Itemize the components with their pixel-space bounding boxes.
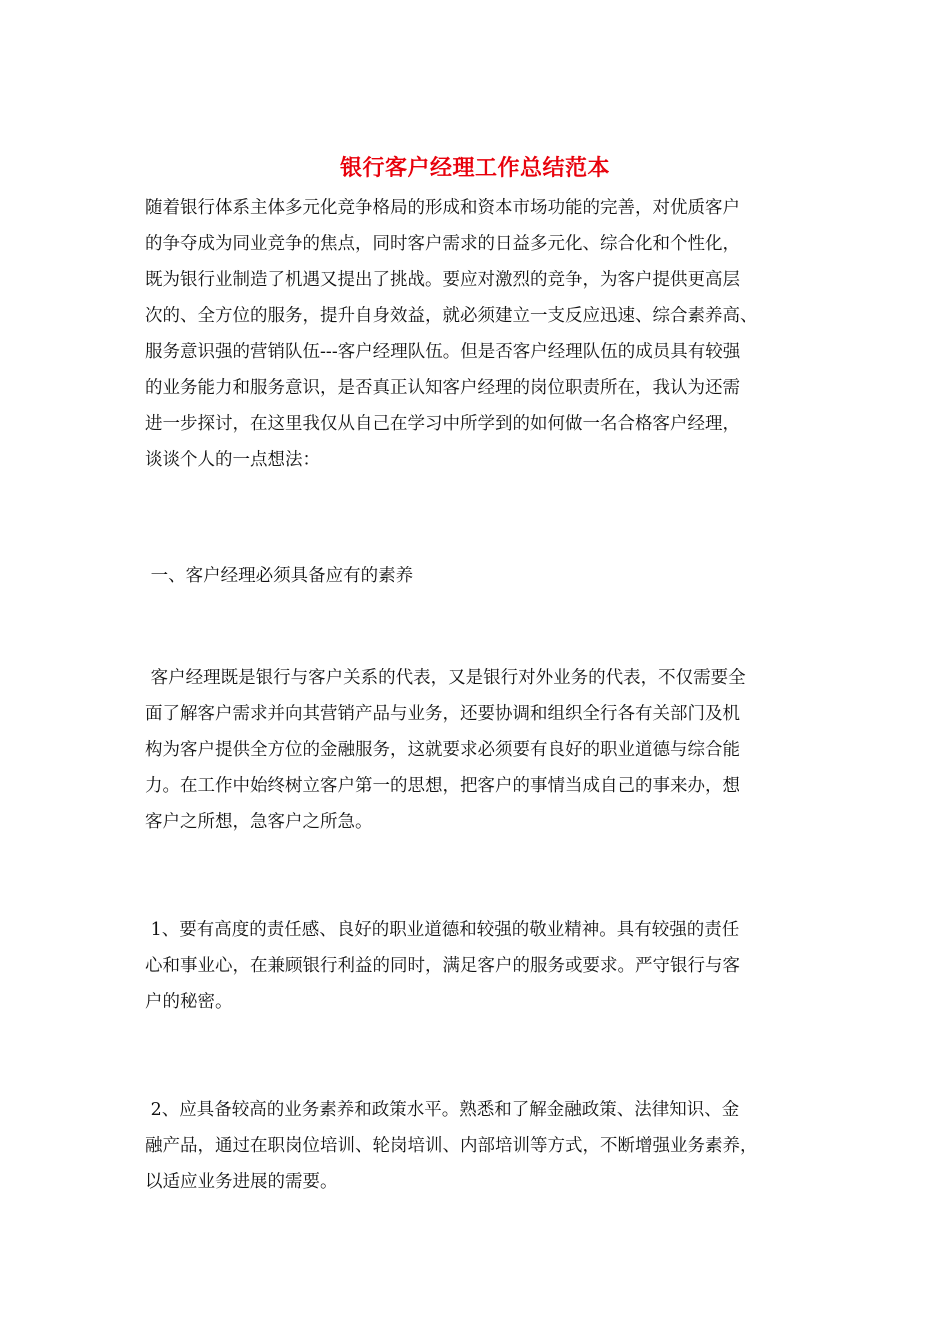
list-item-1: 1、要有高度的责任感、良好的职业道德和较强的敬业精神。具有较强的责任 心和事业心，在兼顾银行利益的同时，满足客户的服务或要求。严守银行与客 户的秘密。 <box>145 920 740 1012</box>
intro-paragraph: 随着银行体系主体多元化竞争格局的形成和资本市场功能的完善，对优质客户 的争夺成为同业竞争的焦点，同时客户需求的日益多元化、综合化和个性化， 既为银行业制造了机遇又提出了挑战。要应对激烈的竞争，为客户提供更高层 次的、全方位的服务，提升自身效益，就必须建立一支反应迅速、综合素养高、 服务意识强的营销队伍---客户经理队伍。但是否客户经理队伍的成员具有较强 的业务能力和服务意识，是否真正认知客户经理的岗位职责所在，我认为还需 进一步探讨，在这里我仅从自己在学习中所学到的如何做一名合格客户经理， 谈谈个人的一点想法： <box>145 198 758 470</box>
list-item-2: 2、应具备较高的业务素养和政策水平。熟悉和了解金融政策、法律知识、金 融产品，通过在职岗位培训、轮岗培训、内部培训等方式，不断增强业务素养， 以适应业务进展的需要。 <box>145 1100 758 1192</box>
document-title: 银行客户经理工作总结范本 <box>339 155 610 181</box>
section-heading: 一、客户经理必须具备应有的素养 <box>145 566 414 586</box>
section-paragraph: 客户经理既是银行与客户关系的代表，又是银行对外业务的代表，不仅需要全 面了解客户需求并向其营销产品与业务，还要协调和组织全行各有关部门及机 构为客户提供全方位的金融服务，这就要求必须要有良好的职业道德与综合能 力。在工作中始终树立客户第一的思想，把客户的事情当成自己的事来办，想 客户之所想，急客户之所急。 <box>145 668 746 832</box>
